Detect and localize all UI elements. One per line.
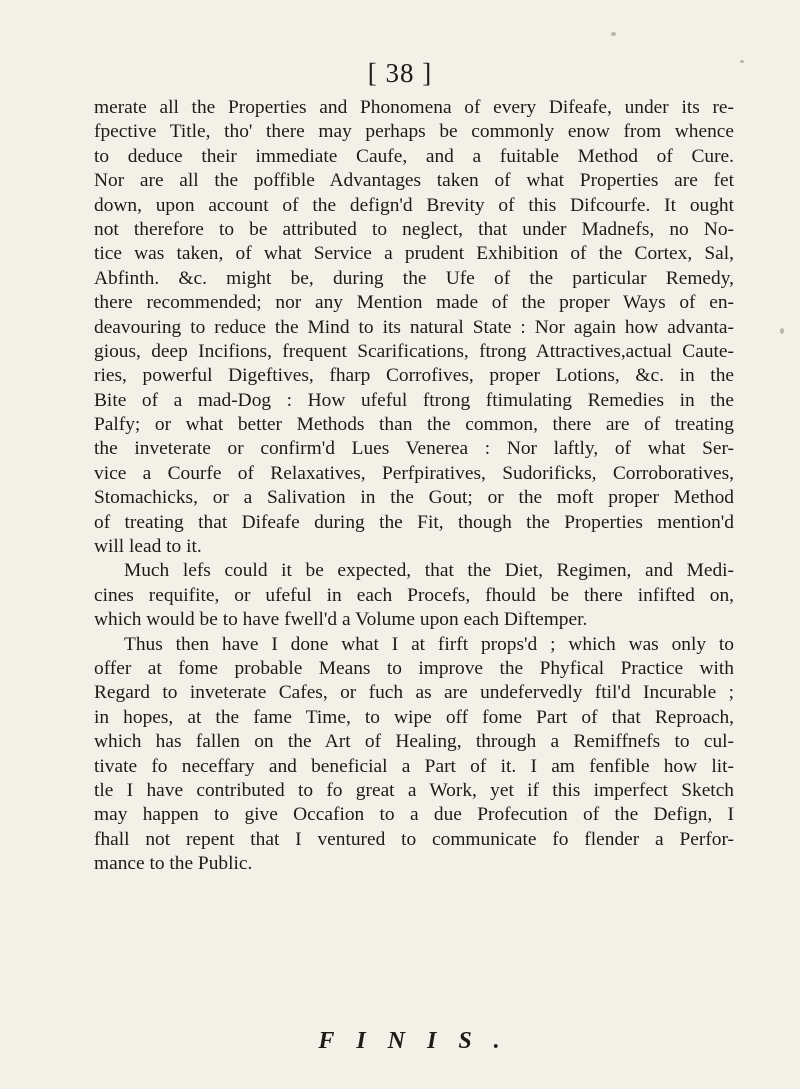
- text-line: down, upon account of the defign'd Brevity of this Difcourfe. It ought: [94, 194, 734, 216]
- text-line: vice a Courfe of Relaxatives, Perfpiratives, Sudorificks, Corroboratives,: [94, 462, 734, 484]
- text-line: cines requifite, or ufeful in each Procefs, fhould be there infifted on,: [94, 584, 734, 606]
- text-line: Regard to inveterate Cafes, or fuch as are undefervedly ftil'd Incurable ;: [94, 682, 734, 704]
- text-line: merate all the Properties and Phonomena of every Difeafe, under its re-: [94, 97, 734, 118]
- text-line: ries, powerful Digeftives, fharp Corrofives, proper Lotions, &c. in the: [94, 365, 734, 387]
- text-line: will lead to it.: [94, 536, 202, 558]
- text-line: deavouring to reduce the Mind to its natural State : Nor again how advanta-: [94, 316, 734, 338]
- text-line: fhall not repent that I ventured to communicate fo flender a Perfor-: [94, 828, 734, 850]
- text-line: tivate fo neceffary and beneficial a Part of it. I am fenfible how lit-: [94, 755, 734, 777]
- text-line: Abfinth. &c. might be, during the Ufe of the particular Remedy,: [94, 267, 734, 289]
- text-line: Thus then have I done what I at firft props'd ; which was only to: [124, 633, 734, 655]
- body-text: [94, 96, 734, 877]
- finis-heading: FINIS.: [318, 1028, 522, 1054]
- text-line: not therefore to be attributed to neglect, that under Madnefs, no No-: [94, 218, 734, 240]
- text-line: Bite of a mad-Dog : How ufeful ftrong ftimulating Remedies in the: [94, 389, 734, 411]
- text-line: which would be to have fwell'd a Volume upon each Diftemper.: [94, 609, 588, 631]
- text-line: tle I have contributed to fo great a Work, yet if this imperfect Sketch: [94, 779, 734, 801]
- ink-speck: [740, 60, 744, 63]
- text-line: which has fallen on the Art of Healing, through a Remiffnefs to cul-: [94, 731, 734, 753]
- text-line: may happen to give Occafion to a due Profecution of the Defign, I: [94, 804, 734, 826]
- text-line: Much lefs could it be expected, that the Diet, Regimen, and Medi-: [124, 560, 734, 582]
- text-line: in hopes, at the fame Time, to wipe off fome Part of that Reproach,: [94, 706, 734, 728]
- text-line: Stomachicks, or a Salivation in the Gout; or the moft proper Method: [94, 487, 734, 509]
- text-line: of treating that Difeafe during the Fit, though the Properties mention'd: [94, 511, 734, 533]
- text-line: the inveterate or confirm'd Lues Venerea : Nor laftly, of what Ser-: [94, 438, 734, 460]
- text-line: there recommended; nor any Mention made of the proper Ways of en-: [94, 292, 734, 314]
- text-line: Palfy; or what better Methods than the common, there are of treating: [94, 414, 734, 436]
- text-line: offer at fome probable Means to improve the Phyfical Practice with: [94, 657, 734, 679]
- ink-speck: [611, 32, 616, 36]
- ink-speck: [780, 328, 784, 334]
- text-line: mance to the Public.: [94, 853, 253, 875]
- text-line: Nor are all the poffible Advantages taken of what Properties are fet: [94, 170, 734, 192]
- text-line: to deduce their immediate Caufe, and a fuitable Method of Cure.: [94, 145, 734, 167]
- text-line: fpective Title, tho' there may perhaps be commonly enow from whence: [94, 121, 734, 143]
- page-number: [ 38 ]: [367, 58, 433, 88]
- text-line: gious, deep Incifions, frequent Scarifications, ftrong Attractives,actual Caute-: [94, 340, 734, 362]
- text-line: tice was taken, of what Service a prudent Exhibition of the Cortex, Sal,: [94, 243, 734, 265]
